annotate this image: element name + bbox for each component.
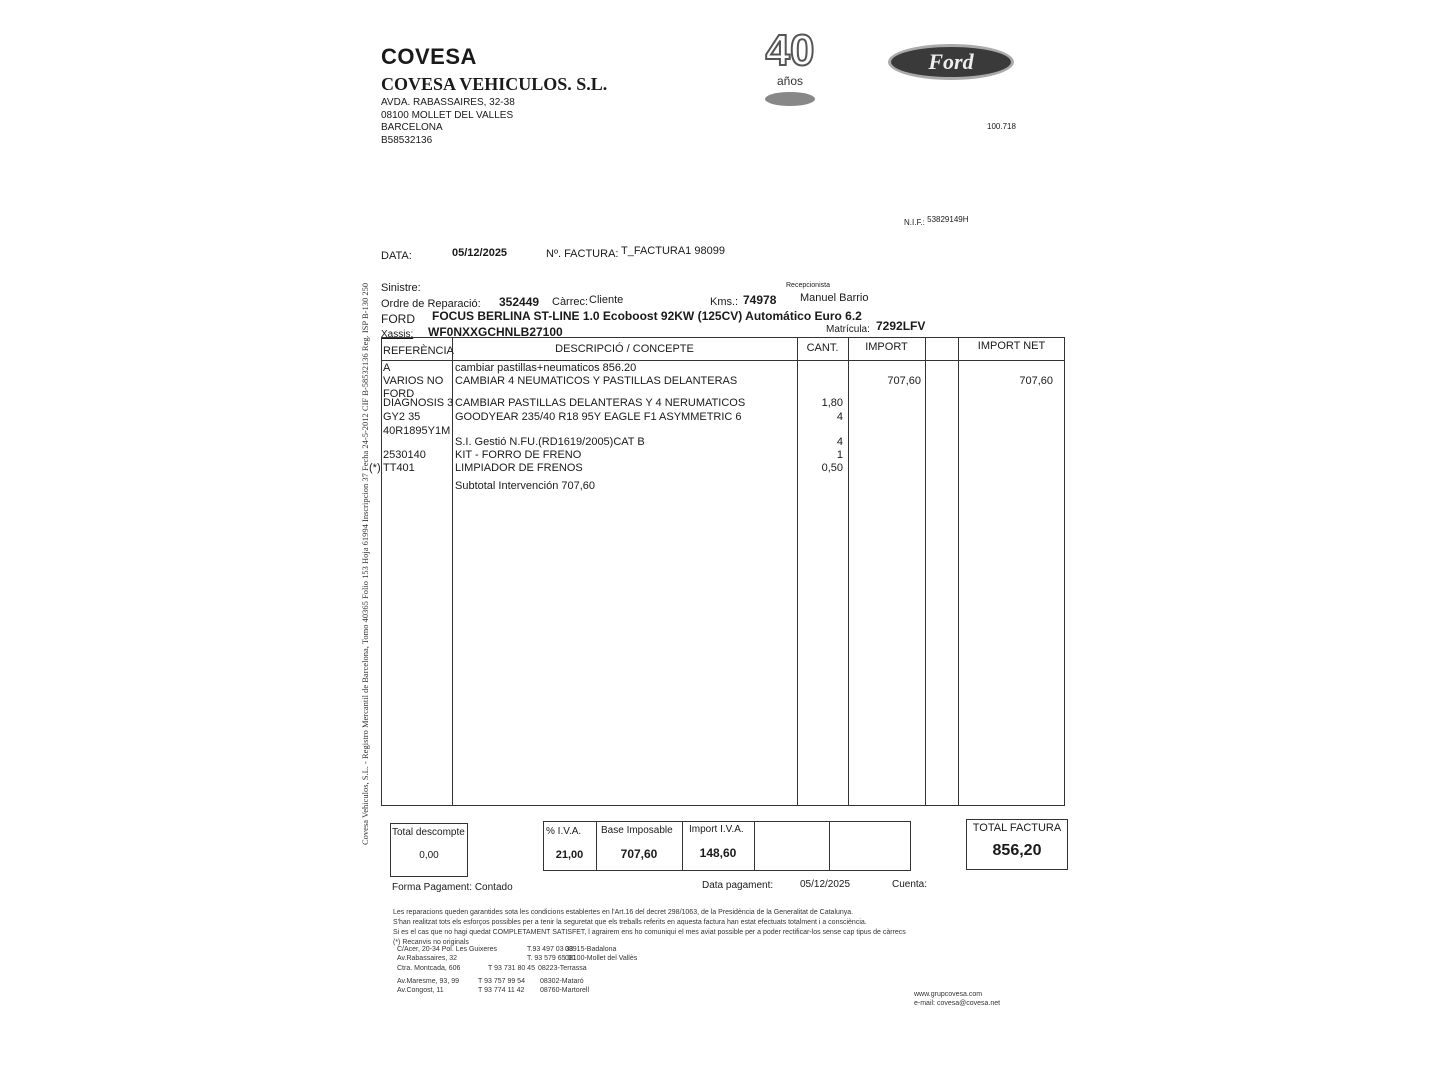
row-description: cambiar pastillas+neumaticos 856.20 [455,362,637,374]
tax-base-label: Base Imposable [601,825,673,836]
row-description: KIT - FORRO DE FRENO [455,449,582,461]
row-quantity: 1 [836,449,843,461]
row-quantity: 4 [836,411,843,423]
order-label: Ordre de Reparació: [381,298,481,310]
row-reference: TT401 [383,462,415,474]
row-reference: 40R1895Y1M [383,425,451,437]
vat-amount: 148,60 [699,846,737,860]
receptionist: Manuel Barrio [800,292,869,304]
date-label: DATA: [381,250,412,262]
row-description: CAMBIAR 4 NEUMATICOS Y PASTILLAS DELANTERAS [455,375,738,387]
company-address [381,97,515,147]
order-number: 352449 [499,295,540,309]
km-value: 74978 [743,293,777,307]
legal-line: Les reparacions queden garantides sota les condicions establertes en l'Art.16 del decret 298/1063, de la Presidència de la Generalitat de Catalunya. [393,909,854,916]
branch-phone: T.93 497 03 33 [527,946,574,953]
row-description: CAMBIAR PASTILLAS DELANTERAS Y 4 NERUMATICOS [455,397,746,409]
table-header-divider [381,360,1065,361]
column-divider [925,337,926,806]
row-reference: DIAGNOSIS 3 [383,397,454,409]
invoice-number-label: Nº. FACTURA: [546,248,619,260]
website-link[interactable]: www.grupcovesa.com [914,991,983,998]
header-reference: REFERÈNCIA [383,345,454,357]
company-cif: B58532136 [381,134,433,146]
row-description: LIMPIADOR DE FRENOS [455,462,583,474]
payment-date-label: Data pagament: [702,880,774,891]
row-quantity: 4 [836,436,843,448]
vat-percent: 21,00 [555,849,584,861]
plate-label: Matrícula: [826,324,870,335]
charge-value: Cliente [589,294,624,306]
legal-line: S'han realitzat tots els esforços possibles per a tenir la seguretat que els treballs referits en aquesta factura han estat efectuats totalment i a consciència. [393,919,867,926]
ford-logo: Ford [888,44,1014,80]
account-label: Cuenta: [892,879,928,890]
total-amount: 856,20 [992,842,1042,859]
address-line: AVDA. RABASSAIRES, 32-38 [381,97,515,108]
row-description: GOODYEAR 235/40 R18 95Y EAGLE F1 ASYMMETRIC 6 [455,411,742,423]
legal-line: Si es el cas que no hagi quedat COMPLETAMENT SATISFET, l agrairem ens ho comuniqui el mes aviat possible per a poder rectificar-los sense cap tipus de càrrecs [393,929,906,936]
vat-divider [596,821,597,871]
branch-address: Av.Rabassaires, 32 [397,955,458,962]
row-quantity: 1,80 [821,397,843,409]
header-description: DESCRIPCIÓ / CONCEPTE [555,343,694,355]
branch-address: Ctra. Montcada, 606 [397,965,461,972]
legal-text [393,908,906,948]
header-import-net: IMPORT NET [977,340,1046,352]
invoice-number: T_FACTURA1 98099 [621,245,725,257]
row-mark: (*) [369,462,381,474]
reception-label: Recepcionista [786,282,830,289]
address-line: 08100 MOLLET DEL VALLES [381,109,514,121]
vat-divider [829,821,830,871]
nif-label: N.I.F.: [904,218,925,227]
nif [904,215,969,227]
brand-name: COVESA [381,44,477,69]
branch-city: 08223-Terrassa [538,965,587,972]
email-link[interactable]: e-mail: covesa@covesa.net [914,1000,1001,1007]
payment-method-value: Contado [474,882,513,893]
nif-value: 53829149H [927,215,969,224]
row-reference: GY2 35 [383,411,421,423]
payment-date: 05/12/2025 [800,879,851,890]
payment-method [392,882,513,893]
address-line: BARCELONA [381,122,443,133]
branch-address: Av.Congost, 11 [397,987,444,994]
charge-label: Càrrec: [552,296,589,308]
chassis-label: Xassis: [381,329,414,340]
km-label: Kms.: [710,296,739,308]
anniversary-label: años [776,74,804,88]
total-label: TOTAL FACTURA [972,822,1062,834]
branch-phone: T 93 731 80 45 [488,965,535,972]
row-reference: 2530140 [383,449,426,461]
discount-label: Total descompte [392,827,465,838]
row-description: S.I. Gestió N.FU.(RD1619/2005)CAT B [455,436,645,448]
row-reference: VARIOS NO [383,375,444,387]
row-import-net: 707,60 [1019,375,1053,387]
chassis-number: WF0NXXGCHNLB27100 [428,325,563,339]
column-divider [958,337,959,806]
header-quantity: CANT. [806,342,839,354]
row-reference: FORD [383,388,415,400]
branch-city: 08302-Mataró [540,978,584,985]
branch-address: C/Acer, 20-34 Pol. Les Guixeres [397,946,497,953]
header-import: IMPORT [865,341,908,353]
anniversary-number: 40 [765,26,815,75]
payment-method-label: Forma Pagament: [392,882,473,893]
discount-value: 0,00 [419,850,439,861]
ford-mini-logo-icon [765,92,815,106]
vehicle-model: FOCUS BERLINA ST-LINE 1.0 Ecoboost 92KW (125CV) Automático Euro 6.2 [432,309,862,323]
non-original-note: (*) Recanvis no originals [393,939,469,946]
contact [914,990,1000,1008]
branch-city: 08760-Martorell [540,987,590,994]
sinistre-label: Sinistre: [381,282,421,294]
branch-city: 08915-Badalona [565,946,617,953]
branch-city: 08100-Mollet del Vallès [565,955,638,962]
column-divider [848,337,849,806]
tax-base: 707,60 [620,847,658,861]
invoice-date: 05/12/2025 [452,247,508,259]
branch-phone: T 93 757 99 54 [478,978,525,985]
row-reference: A [383,362,391,374]
anniversary-logo [752,28,828,106]
vat-amount-label: Import I.V.A. [689,824,744,835]
plate-number: 7292LFV [876,319,926,333]
vat-divider [754,821,755,871]
branch-phone: T. 93 579 65 00 [527,955,576,962]
branch-phone: T 93 774 11 42 [478,987,525,994]
row-import: 707,60 [887,375,921,387]
vat-percent-label: % I.V.A. [546,826,582,837]
branch-address: Av.Maresme, 93, 99 [397,978,459,985]
company-name: COVESA VEHICULOS. S.L. [381,74,608,94]
row-quantity: 0,50 [821,462,843,474]
registry-side-text: Covesa Vehiculos, S.L. - Registro Mercantil de Barcelona, Tomo 40365 Folio 153 Hoja 61994 Inscripcion 37 Fecha 24-5-2012 CIF B-58532136 Reg. ISP B-130 250 [360,282,370,845]
vehicle-make: FORD [381,312,415,326]
row-description: Subtotal Intervención 707,60 [455,480,596,492]
client-code: 100.718 [987,122,1016,131]
